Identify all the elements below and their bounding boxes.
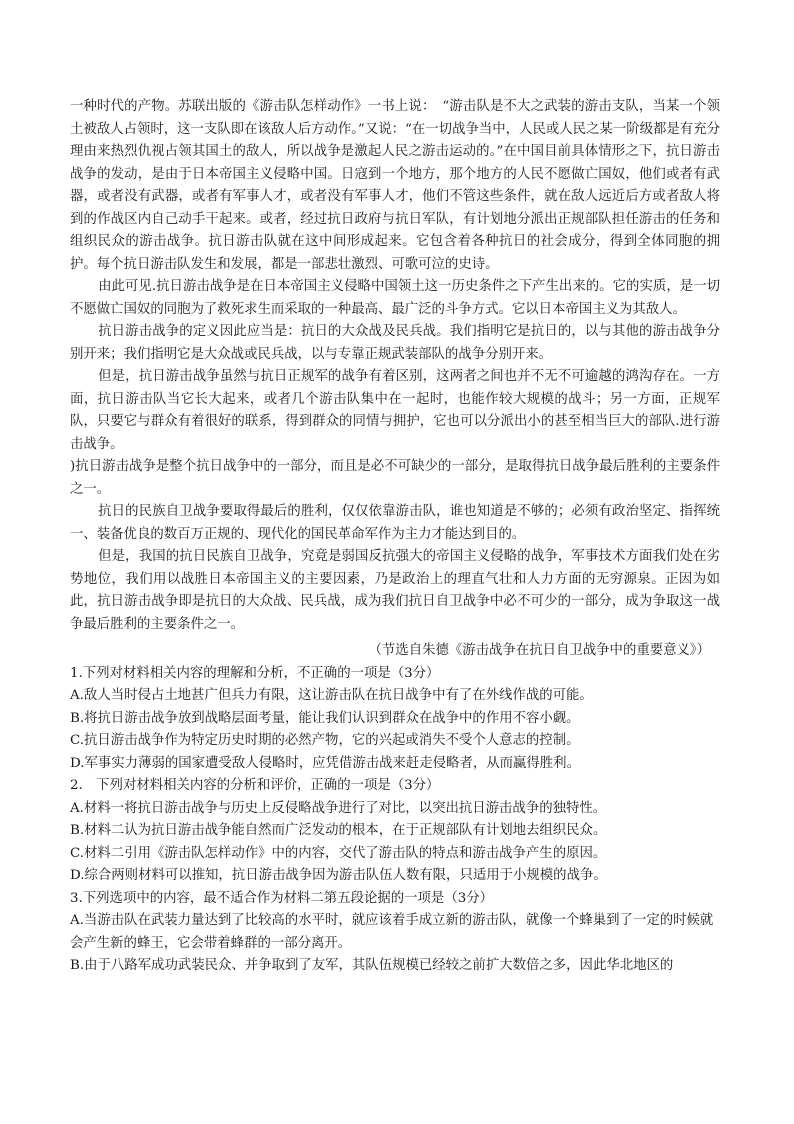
question-title: 3.下列选项中的内容，最不适合作为材料二第五段论据的一项是（3分） <box>70 890 494 906</box>
passage-paragraph-1: 一种时代的产物。苏联出版的《游击队怎样动作》一书上说： “游击队是不大之武装的游击支队，当某一个领土被敌人占领时，这一支队即在该敌人后方动作。”又说：“在一切战争当中，人民或人民之某一阶级都是有充分理由来热烈仇视占领其国土的敌人，所以战争是激起人民之游击运动的。”在中国目前具体情形之下，抗日游击战争的发动，是由于日本帝国主义侵略中国。日寇到一个地方，那个地方的人民不愿做亡国奴，他们或者有武器，或者没有武器，或者有军事人才，或者没有军事人才，他们不管这些条件，就在敌人远近后方或者敌人将到的作战区内自己动手干起来。或者，经过抗日政府与抗日军队，有计划地分派出正规部队担任游击的任务和组织民众的游击战争。抗日游击队就在这中间形成起来。它包含着各种抗日的社会成分，得到全体同胞的拥护。每个抗日游击队发生和发展，都是一部悲壮激烈、可歌可泣的史诗。 <box>70 99 720 272</box>
question-3 <box>70 888 720 978</box>
passage-paragraph-3: 抗日游击战争的定义因此应当是：抗日的大众战及民兵战。我们指明它是抗日的，以与其他的游击战争分别开来；我们指明它是大众战或民兵战，以与专靠正规武装部队的战争分别开来。 <box>70 324 720 362</box>
question-1 <box>70 663 720 776</box>
passage-source: （节选自朱德《游击战争在抗日自卫战争中的重要意义》） <box>368 643 710 658</box>
question-option: B.将抗日游击战争放到战略层面考量，能让我们认识到群众在战争中的作用不容小觑。 <box>70 710 580 726</box>
passage-paragraph-2: 由此可见.抗日游击战争是在日本帝国主义侵略中国领土这一历史条件之下产生出来的。它的实质，是一切不愿做亡国奴的同胞为了救死求生而采取的一种最高、最广泛的斗争方式。它以日本帝国主义为其敌人。 <box>70 279 720 317</box>
question-option: D.军事实力薄弱的国家遭受敌人侵略时，应凭借游击战来赶走侵略者，从而赢得胜利。 <box>70 755 580 771</box>
question-option: B.由于八路军成功武装民众、并争取到了友军，其队伍规模已经较之前扩大数倍之多，因此华北地区的 <box>70 958 674 973</box>
question-option: A.材料一将抗日游击战争与历史上反侵略战争进行了对比，以突出抗日游击战争的独特性。 <box>70 800 607 816</box>
question-option: C.材料二引用《游击队怎样动作》中的内容，交代了游击队的特点和游击战争产生的原因。 <box>70 845 607 861</box>
question-option: A.敌人当时侵占土地甚广但兵力有限，这让游击队在抗日战争中有了在外线作战的可能。 <box>70 688 593 703</box>
question-title: 1.下列对材料相关内容的理解和分析，不正确的一项是（3分） <box>70 665 440 681</box>
passage-paragraph-6: 抗日的民族自卫战争要取得最后的胜利，仅仅依靠游击队，谁也知道是不够的；必须有政治坚定、指挥统一、装备优良的数百万正规的、现代化的国民革命军作为主力才能达到目的。 <box>70 504 720 542</box>
question-option: B.材料二认为抗日游击战争能自然而广泛发动的根本，在于正规部队有计划地去组织民众。 <box>70 823 607 838</box>
question-title: 2. 下列对材料相关内容的分析和评价，正确的一项是（3分） <box>70 778 440 793</box>
passage-paragraph-4: 但是，抗日游击战争虽然与抗日正规军的战争有着区别，这两者之间也并不无不可逾越的鸿沟存在。一方面，抗日游击队当它长大起来，或者几个游击队集中在一起时，也能作较大规模的战斗；另一方面，正规军队，只要它与群众有着很好的联系，得到群众的同情与拥护，它也可以分派出小的甚至相当巨大的部队.进行游击战争。 <box>70 369 720 452</box>
passage-paragraph-7: 但是，我国的抗日民族自卫战争，究竟是弱国反抗强大的帝国主义侵略的战争，军事技术方面我们处在劣势地位，我们用以战胜日本帝国主义的主要因素，乃是政治上的理直气壮和人力方面的无穷源泉。正因为如此，抗日游击战争即是抗日的大众战、民兵战，成为我们抗日自卫战争中必不可少的一部分，成为争取这一战争最后胜利的主要条件之一。 <box>70 549 720 632</box>
question-option: A.当游击队在武装力量达到了比较高的水平时，就应该着手成立新的游击队，就像一个蜂巢到了一定的时候就会产生新的蜂王，它会带着蜂群的一部分离开。 <box>70 913 714 951</box>
passage-paragraph-5: )抗日游击战争是整个抗日战争中的一部分，而且是必不可缺少的一部分，是取得抗日战争最后胜利的主要条件之一。 <box>70 459 720 497</box>
question-option: D.综合两则材料可以推知，抗日游击战争因为游击队伍人数有限，只适用于小规模的战争。 <box>70 868 607 883</box>
question-option: C.抗日游击战争作为特定历史时期的必然产物，它的兴起或消失不受个人意志的控制。 <box>70 733 580 748</box>
document-page <box>70 96 720 978</box>
question-2 <box>70 775 720 888</box>
